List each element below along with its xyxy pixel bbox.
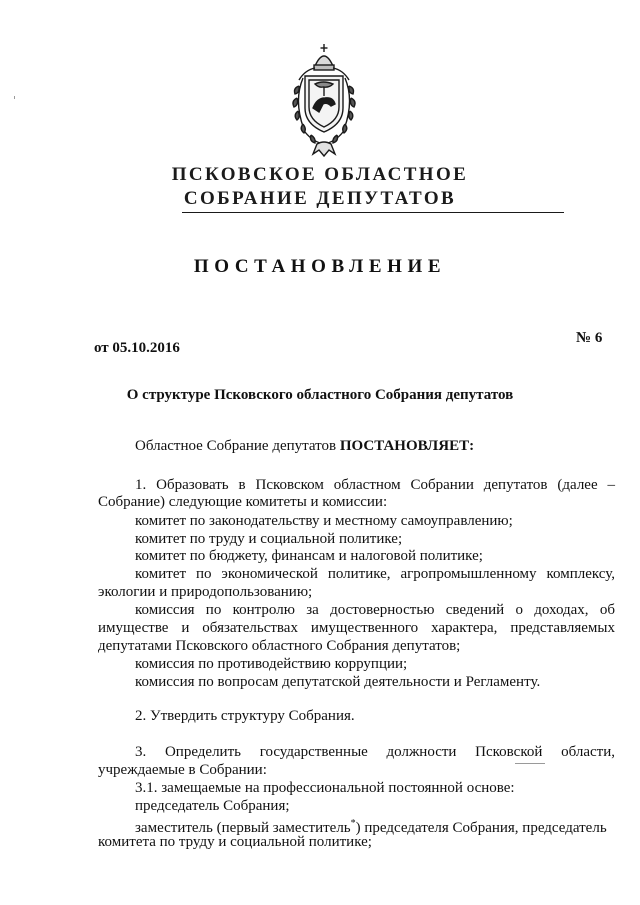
document-date: от 05.10.2016 bbox=[94, 340, 180, 356]
header-divider bbox=[182, 212, 564, 213]
item3-line2: учреждаемые в Собрании: bbox=[98, 762, 267, 778]
list-item-legislation-committee: комитет по законодательству и местному самоуправлению; bbox=[135, 513, 513, 529]
organization-name-line1: ПСКОВСКОЕ ОБЛАСТНОЕ bbox=[171, 164, 469, 185]
coat-of-arms-emblem bbox=[285, 40, 363, 160]
intro-keyword: ПОСТАНОВЛЯЕТ: bbox=[339, 438, 475, 454]
footnote-mark: * bbox=[350, 818, 356, 829]
list-item-labor-committee: комитет по труду и социальной политике; bbox=[135, 531, 403, 547]
item3-sub1: 3.1. замещаемые на профессиональной постоянной основе: bbox=[135, 780, 515, 796]
scan-streak bbox=[515, 763, 545, 764]
document-type-title: ПОСТАНОВЛЕНИЕ bbox=[193, 256, 447, 277]
item3-deputy-line2: комитета по труду и социальной политике; bbox=[98, 834, 372, 850]
document-number: № 6 bbox=[576, 330, 603, 346]
document-subject: О структуре Псковского областного Собрания депутатов bbox=[126, 387, 514, 403]
scan-speck bbox=[14, 96, 15, 99]
deputy-text-a: заместитель (первый заместитель bbox=[135, 820, 351, 836]
item1-line1: 1. Образовать в Псковском областном Собрании депутатов (далее – bbox=[135, 477, 615, 493]
list-item-income-line3: депутатами Псковского областного Собрания депутатов; bbox=[98, 638, 461, 654]
list-item-income-line1: комиссия по контролю за достоверностью сведений о доходах, об bbox=[135, 602, 615, 618]
list-item-economic-line1: комитет по экономической политике, агропромышленному комплексу, bbox=[135, 566, 615, 582]
list-item-corruption-commission: комиссия по противодействию коррупции; bbox=[135, 656, 408, 672]
item1-line2: Собрание) следующие комитеты и комиссии: bbox=[98, 494, 388, 510]
item3-line1: 3. Определить государственные должности Псковской области, bbox=[135, 744, 615, 760]
list-item-regulations-commission: комиссия по вопросам депутатской деятельности и Регламенту. bbox=[135, 674, 541, 690]
deputy-text-b: ) председателя Собрания, председатель bbox=[355, 820, 607, 836]
list-item-economic-line2: экологии и природопользованию; bbox=[98, 584, 313, 600]
organization-name-line2: СОБРАНИЕ ДЕПУТАТОВ bbox=[183, 188, 457, 209]
item2-line: 2. Утвердить структуру Собрания. bbox=[135, 708, 355, 724]
intro-text: Областное Собрание депутатов bbox=[135, 438, 337, 454]
list-item-budget-committee: комитет по бюджету, финансам и налоговой политике; bbox=[135, 548, 483, 564]
list-item-income-line2: имуществе и обязательствах имущественного характера, представляемых bbox=[98, 620, 615, 636]
intro-line bbox=[135, 437, 474, 455]
item3-chairman: председатель Собрания; bbox=[135, 798, 290, 814]
